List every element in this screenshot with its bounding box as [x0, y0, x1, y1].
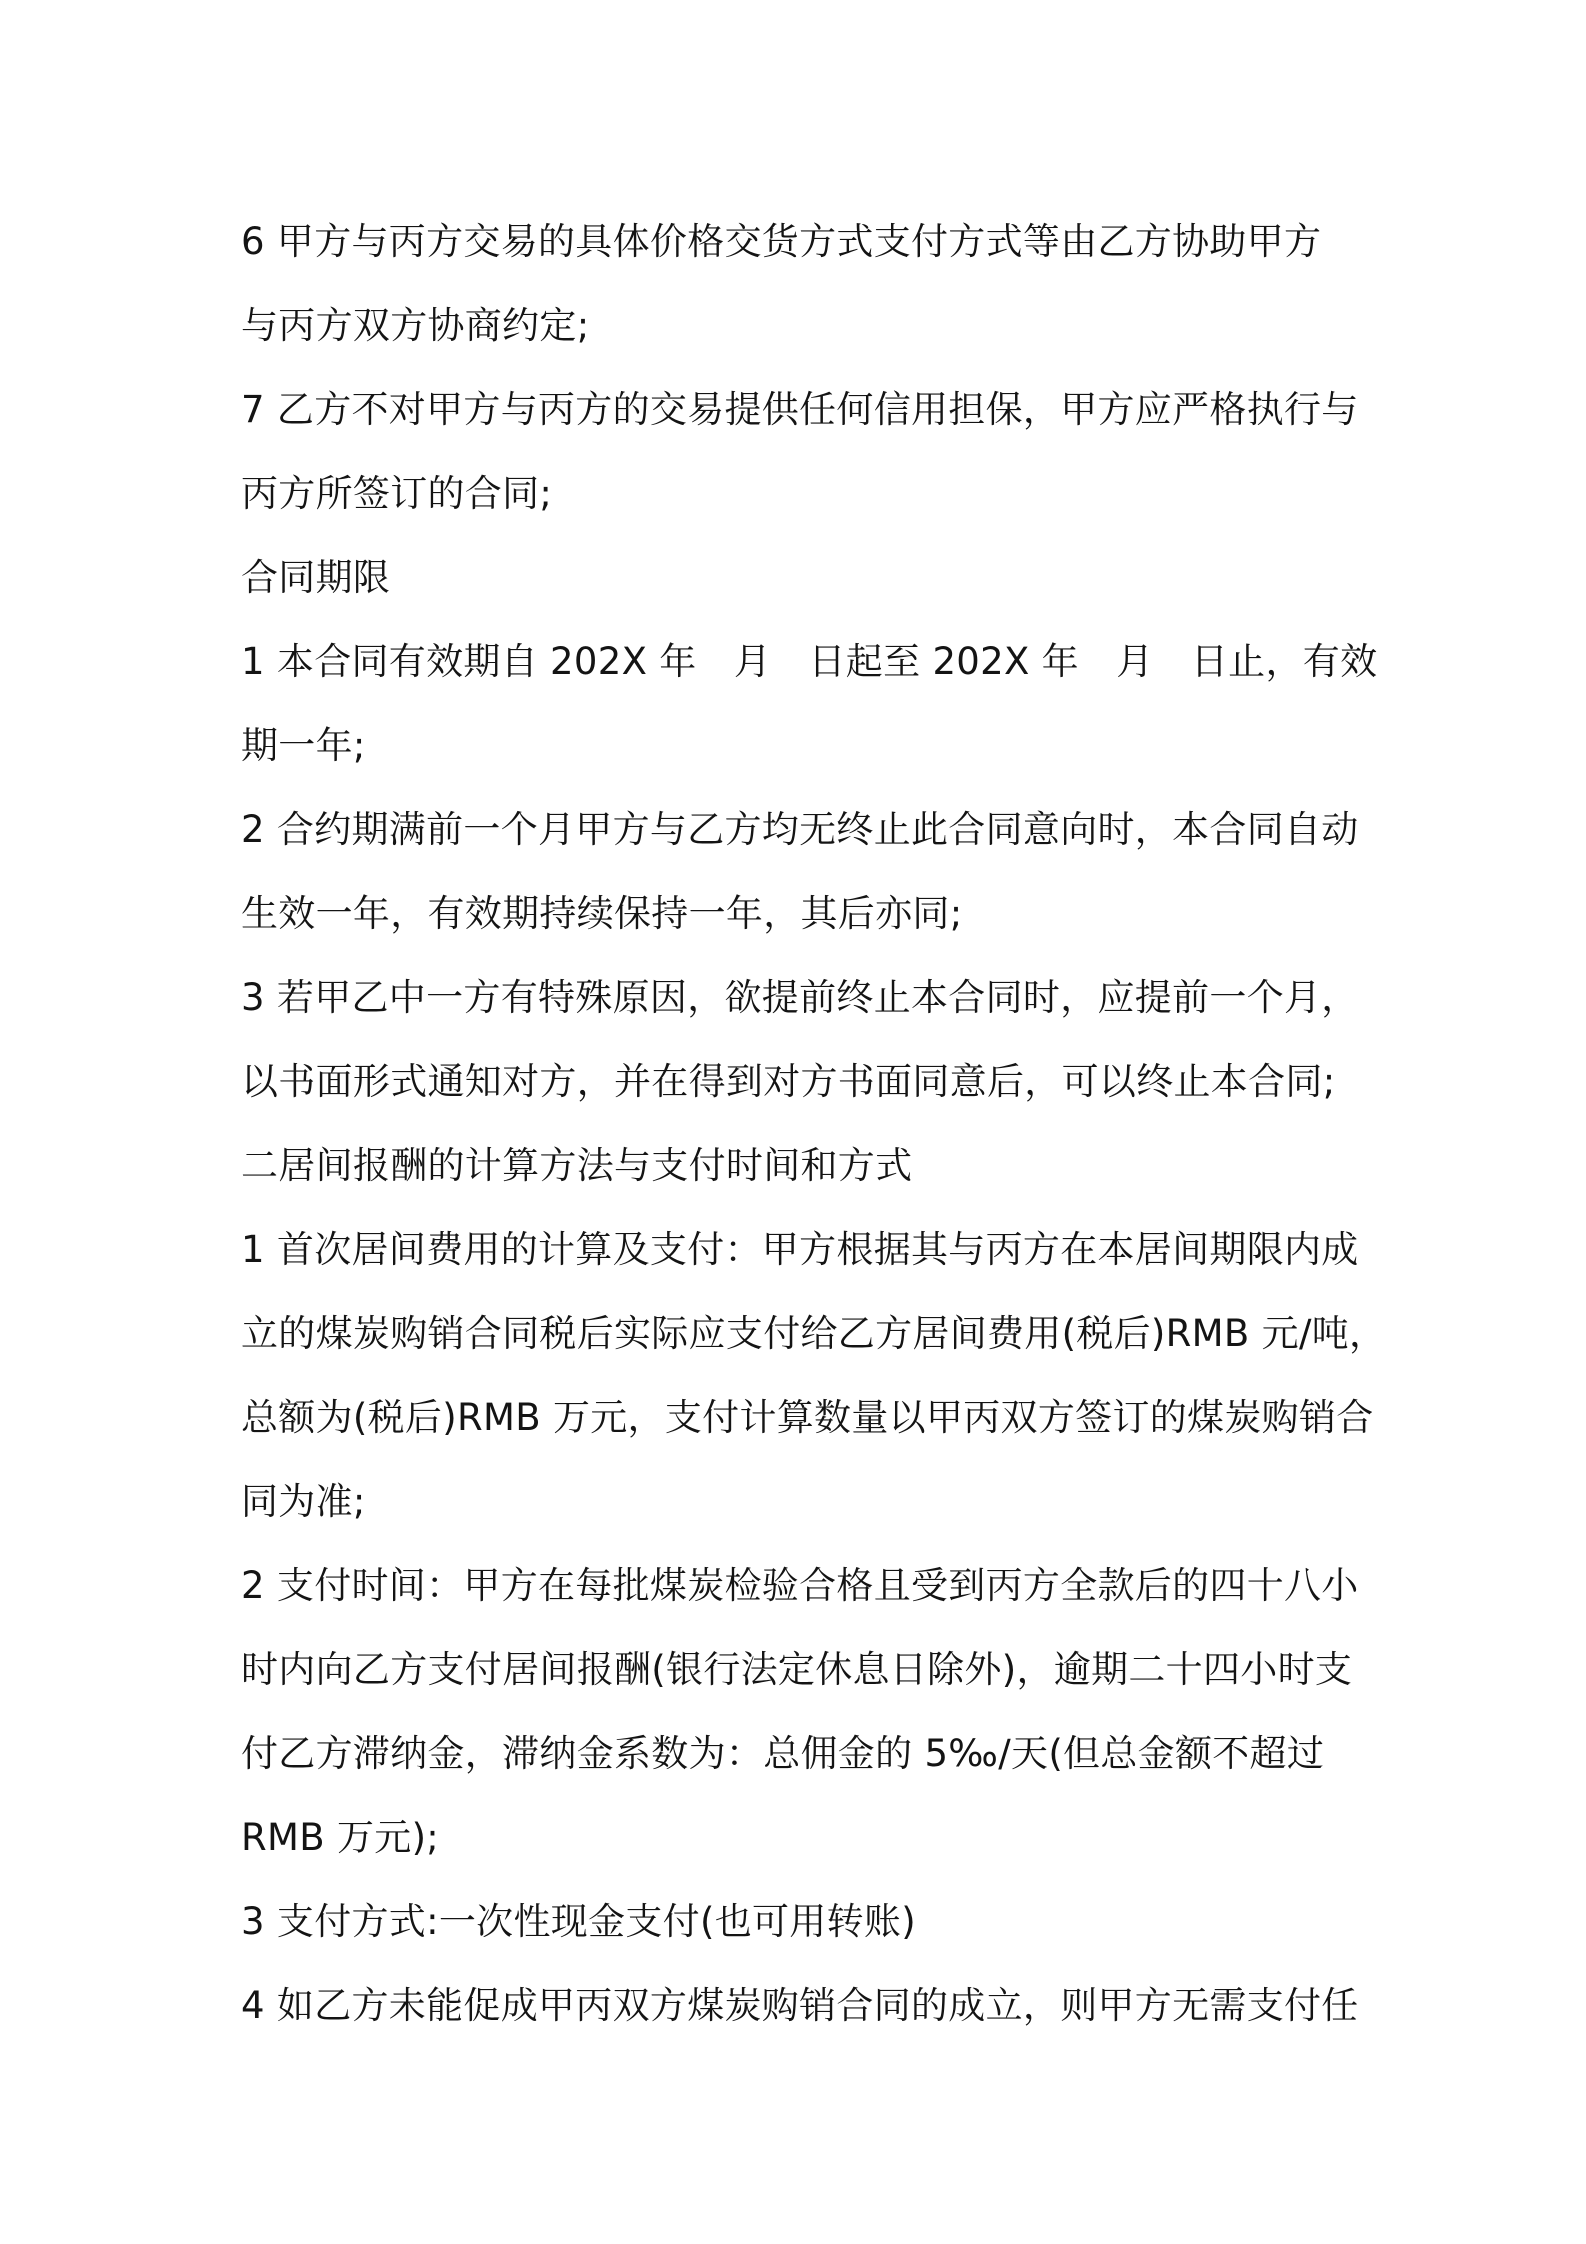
text-line: 6 甲方与丙方交易的具体价格交货方式支付方式等由乙方协助甲方 — [241, 220, 1322, 263]
document-body — [241, 200, 1391, 2048]
text-line: 总额为(税后)RMB 万元，支付计算数量以甲丙双方签订的煤炭购销合 — [241, 1396, 1374, 1439]
text-line: 付乙方滞纳金，滞纳金系数为：总佣金的 5‰/天(但总金额不超过 — [241, 1732, 1325, 1775]
section-heading: 二居间报酬的计算方法与支付时间和方式 — [241, 1144, 913, 1187]
text-line: 1 首次居间费用的计算及支付：甲方根据其与丙方在本居间期限内成 — [241, 1228, 1359, 1271]
text-line: 期一年; — [241, 724, 366, 767]
text-line: 3 支付方式:一次性现金支付(也可用转账) — [241, 1900, 916, 1943]
section-heading: 合同期限 — [241, 556, 391, 599]
text-line: 与丙方双方协商约定; — [241, 304, 590, 347]
text-line: 立的煤炭购销合同税后实际应支付给乙方居间费用(税后)RMB 元/吨， — [241, 1312, 1387, 1355]
text-line: 同为准; — [241, 1480, 366, 1523]
text-line: RMB 万元); — [241, 1816, 440, 1859]
text-line: 生效一年，有效期持续保持一年，其后亦同; — [241, 892, 963, 935]
text-line: 7 乙方不对甲方与丙方的交易提供任何信用担保，甲方应严格执行与 — [241, 388, 1359, 431]
text-line: 以书面形式通知对方，并在得到对方书面同意后，可以终止本合同; — [241, 1060, 1336, 1103]
text-line: 丙方所签订的合同; — [241, 472, 553, 515]
text-line: 时内向乙方支付居间报酬(银行法定休息日除外)，逾期二十四小时支 — [241, 1648, 1353, 1691]
text-line: 2 支付时间：甲方在每批煤炭检验合格且受到丙方全款后的四十八小 — [241, 1564, 1359, 1607]
text-line: 3 若甲乙中一方有特殊原因，欲提前终止本合同时，应提前一个月， — [241, 976, 1359, 1019]
text-line: 1 本合同有效期自 202X 年 月 日起至 202X 年 月 日止，有效 — [241, 640, 1378, 683]
text-line: 4 如乙方未能促成甲丙双方煤炭购销合同的成立，则甲方无需支付任 — [241, 1984, 1359, 2027]
text-line: 2 合约期满前一个月甲方与乙方均无终止此合同意向时，本合同自动 — [241, 808, 1359, 851]
